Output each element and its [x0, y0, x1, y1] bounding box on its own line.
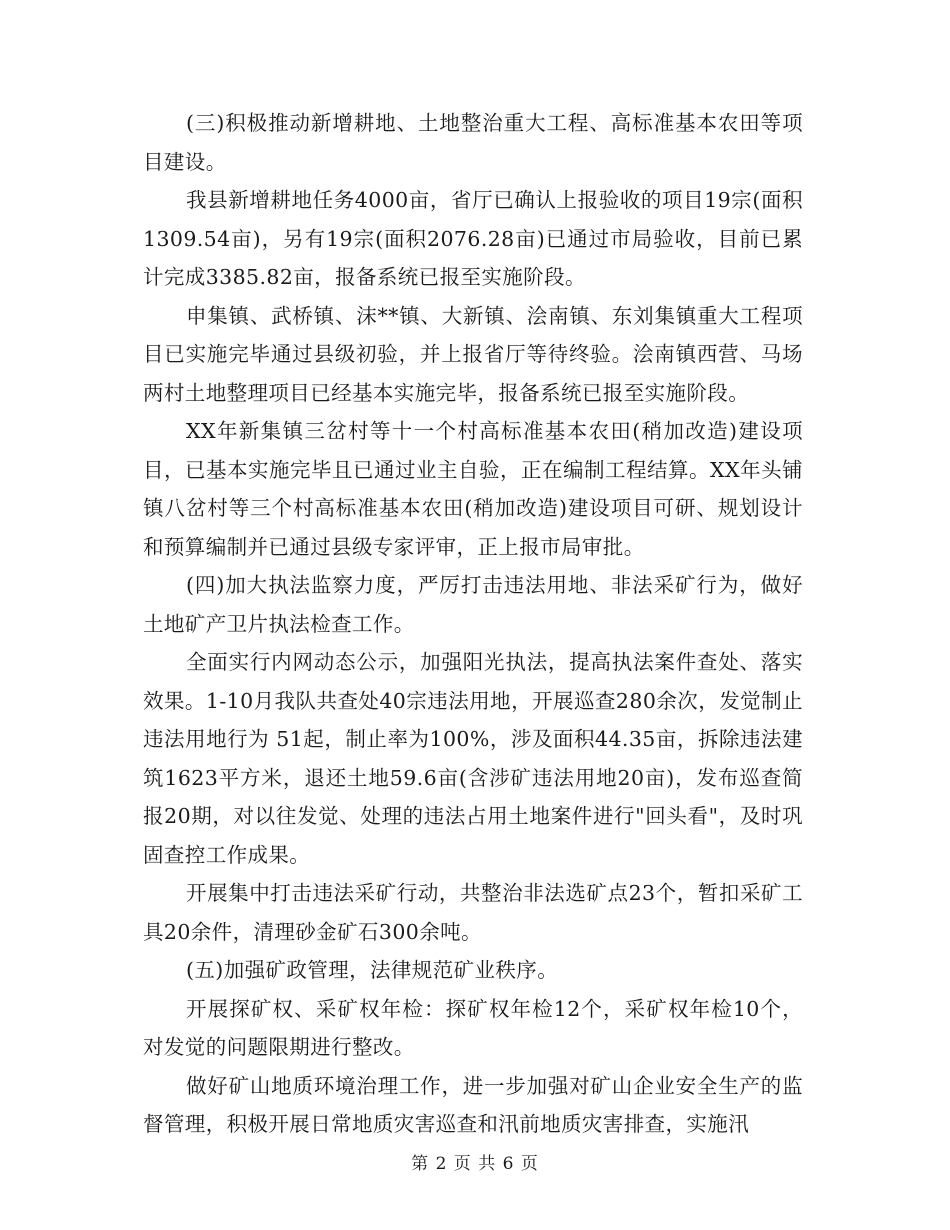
paragraph-new-farmland: 我县新增耕地任务4000亩，省厅已确认上报验收的项目19宗(面积1309.54亩)，另有19宗(面积2076.28亩)已通过市局验收，目前已累计完成3385.82亩，报备系统已报至实施阶段。: [143, 188, 803, 289]
page-footer: 第 2 页 共 6 页: [411, 1154, 539, 1174]
paragraph-section-5-heading: (五)加强矿政管理，法律规范矿业秩序。: [186, 958, 559, 982]
paragraph-basic-farmland: XX年新集镇三岔村等十一个村高标准基本农田(稍加改造)建设项目，已基本实施完毕且已通过业主自验，正在编制工程结算。XX年头铺镇八岔村等三个村高标准基本农田(稍加改造)建设项目可研、规划设计和预算编制并已通过县级专家评审，正上报市局审批。: [143, 419, 803, 559]
paragraph-major-projects: 申集镇、武桥镇、沫**镇、大新镇、浍南镇、东刘集镇重大工程项目已实施完毕通过县级初验，并上报省厅等待终验。浍南镇西营、马场两村土地整理项目已经基本实施完毕，报备系统已报至实施阶段。: [143, 303, 803, 405]
paragraph-section-3-heading: (三)积极推动新增耕地、土地整治重大工程、高标准基本农田等项目建设。: [143, 111, 803, 174]
paragraph-law-enforcement: 全面实行内网动态公示，加强阳光执法，提高执法案件查处、落实效果。1-10月我队共查处40宗违法用地，开展巡查280余次，发觉制止违法用地行为 51起，制止率为100%，涉及面积44.35亩，拆除违法建筑1623平方米，退还土地59.6亩(含涉矿违法用地20亩)，发布巡查简报20期，对以往发觉、处理的违法占用土地案件进行"回头看"，及时巩固查控工作成果。: [143, 650, 803, 867]
paragraph-section-4-heading: (四)加大执法监察力度，严厉打击违法用地、非法采矿行为，做好土地矿产卫片执法检查工作。: [143, 573, 803, 636]
document-body: [143, 104, 803, 1144]
paragraph-geological-environment: 做好矿山地质环境治理工作，进一步加强对矿山企业安全生产的监督管理，积极开展日常地质灾害巡查和汛前地质灾害排查，实施汛: [143, 1073, 803, 1136]
paragraph-illegal-mining: 开展集中打击违法采矿行动，共整治非法选矿点23个，暂扣采矿工具20余件，清理砂金矿石300余吨。: [143, 881, 803, 944]
paragraph-annual-inspection: 开展探矿权、采矿权年检：探矿权年检12个，采矿权年检10个，对发觉的问题限期进行整改。: [143, 996, 803, 1059]
